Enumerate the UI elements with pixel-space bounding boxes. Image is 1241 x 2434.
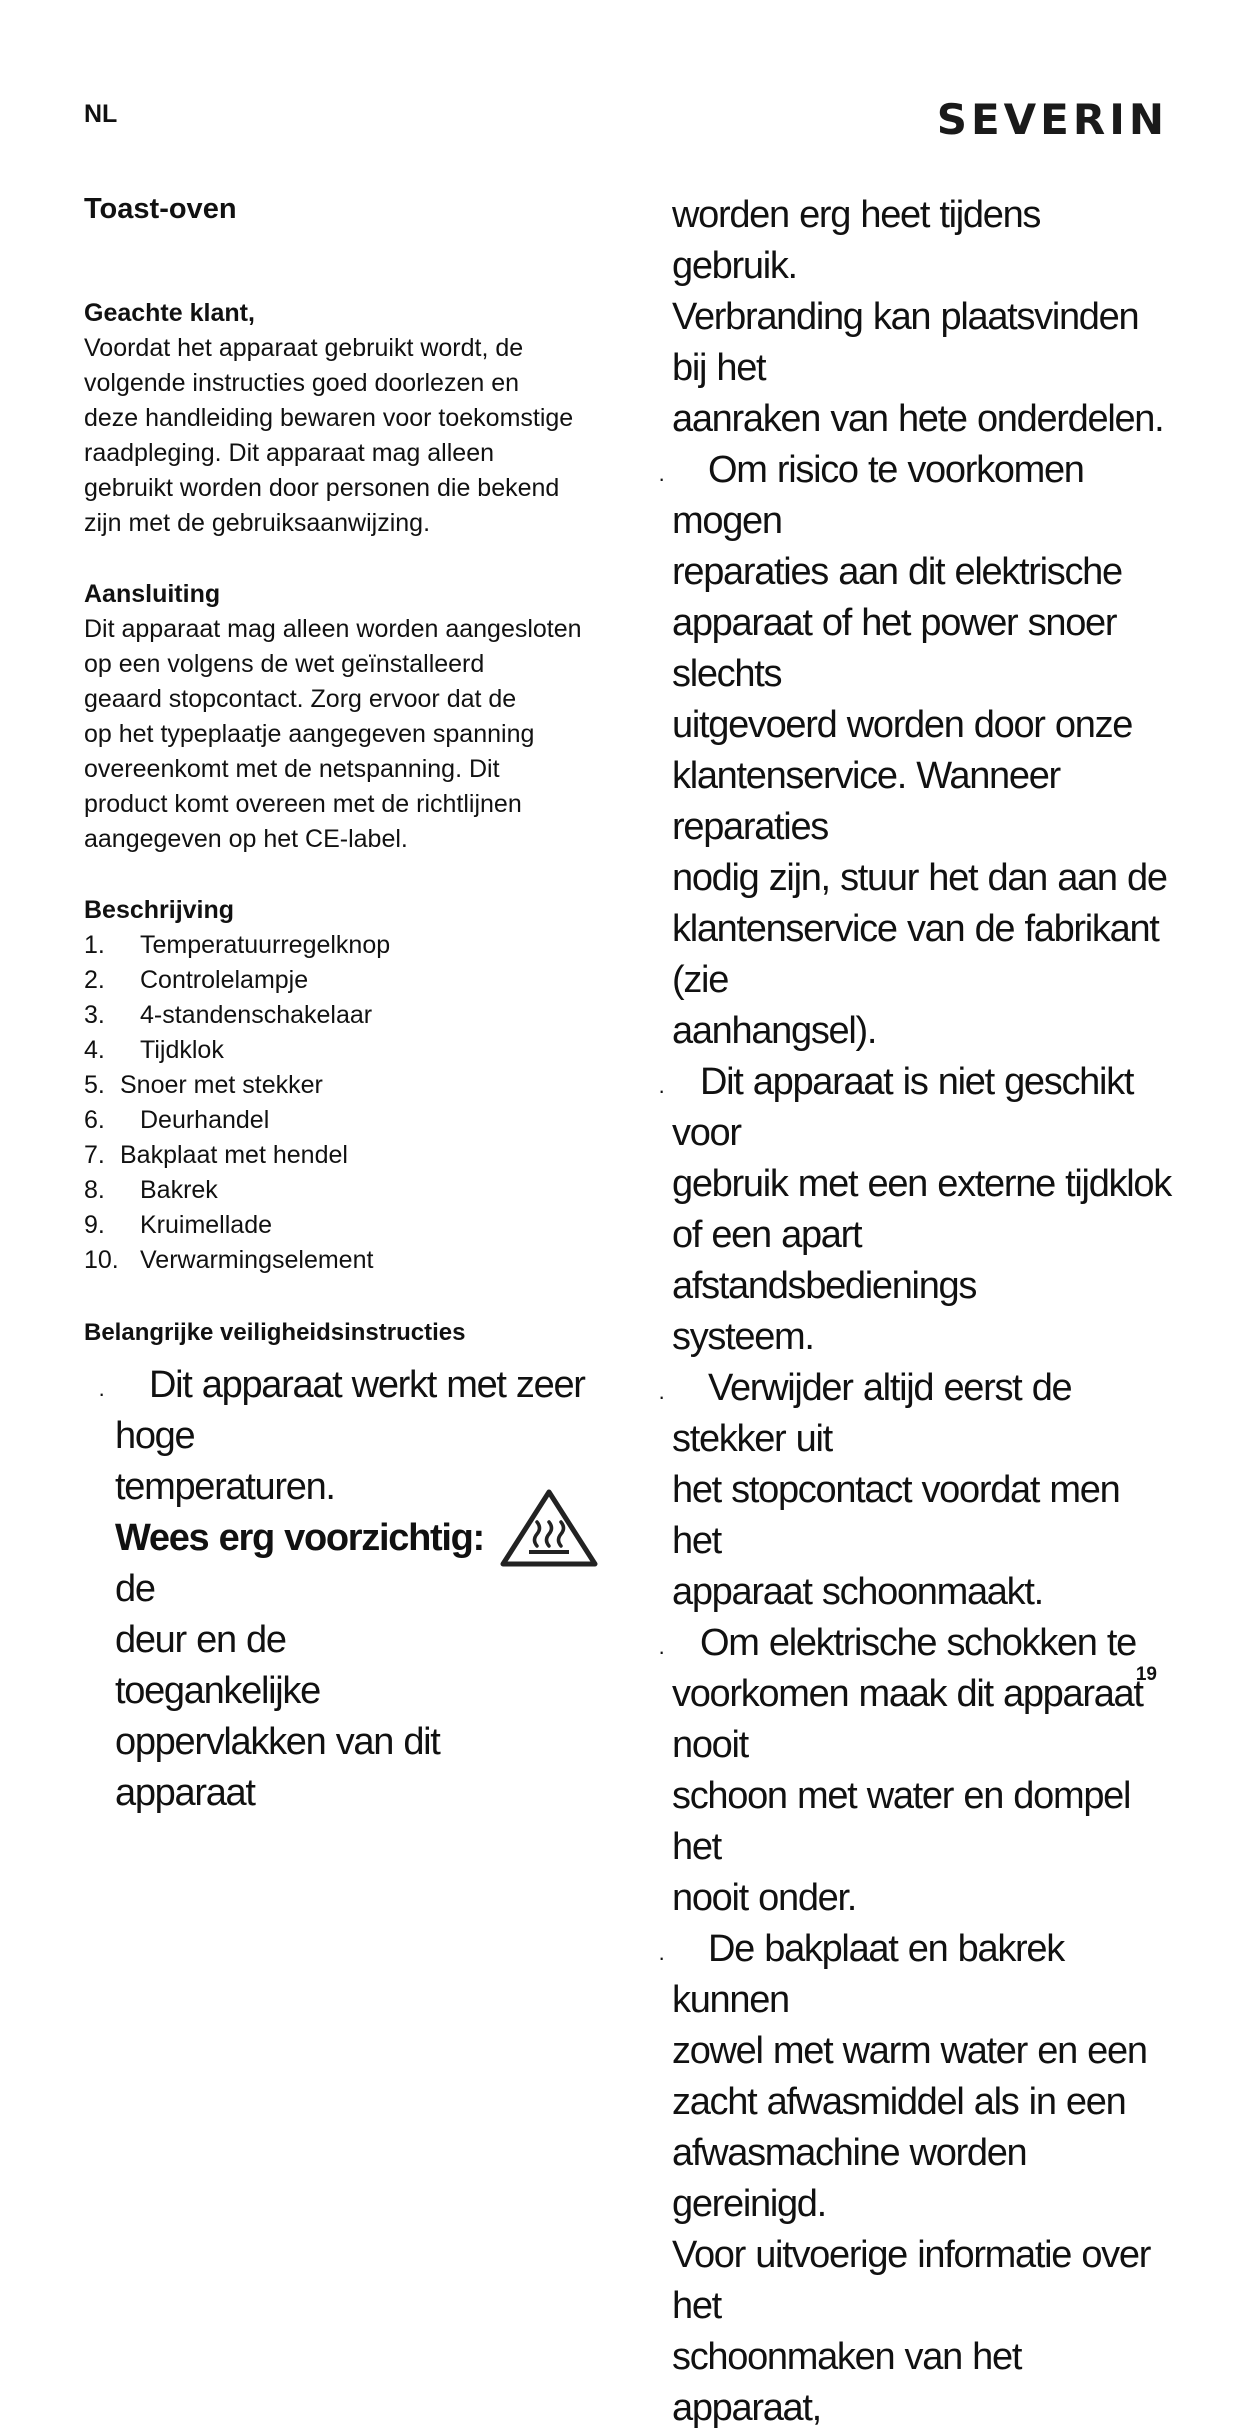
warning-label: Wees erg voorzichtig: (115, 1517, 484, 1559)
list-item: 7. Bakplaat met hendel (84, 1141, 348, 1169)
greeting-line: gebruikt worden door personen die bekend (84, 474, 560, 502)
left-column (84, 193, 614, 1819)
list-item: 6. Deurhandel (84, 1106, 270, 1134)
safety-line: Dit apparaat werkt met zeer hoge (115, 1364, 585, 1457)
greeting-section (84, 296, 614, 541)
safety-bullet (84, 1360, 615, 1819)
connection-heading: Aansluiting (84, 580, 221, 608)
list-item: 2. Controlelampje (84, 966, 309, 994)
page-number: 19 (1135, 1664, 1157, 1685)
description-heading: Beschrijving (84, 896, 235, 924)
connection-line: geaard stopcontact. Zorg ervoor dat de (84, 685, 517, 713)
connection-line: op het typeplaatje aangegeven spanning (84, 720, 535, 748)
safety-bullet: · Om risico te voorkomen mogen reparaties aan dit elektrische apparaat of het power snoer slechts uitgevoerd worden door onze klantenservice. Wanneer reparaties nodig zijn, stuur het dan aan de klantenservice van de fabrikant (zie aanhangsel). (658, 449, 1167, 1052)
warning-text-start: de (115, 1568, 155, 1610)
list-item: 5. Snoer met stekker (84, 1071, 323, 1099)
safety-bullet: · De bakplaat en bakrek kunnen zowel met warm water en een zacht afwasmiddel als in een afwasmachine worden gereinigd. Voor uitvoerige informatie over het schoonmaken van het apparaat, (658, 1928, 1151, 2429)
safety-bullet: · Verwijder altijd eerst de stekker uit het stopcontact voordat men het apparaat schoonmaakt. (658, 1367, 1120, 1613)
safety-bullet: · Dit apparaat is niet geschikt voor gebruik met een externe tijdklok of een apart afstandsbedienings systeem. (658, 1061, 1171, 1358)
list-item: 4. Tijdklok (84, 1036, 224, 1064)
safety-bullet: · Om elektrische schokken te voorkomen maak dit apparaat nooit schoon met water en dompel het nooit onder. (658, 1622, 1143, 1919)
safety-line: temperaturen. (115, 1466, 335, 1508)
safety-section (84, 1315, 614, 1819)
list-item: 9. Kruimellade (84, 1211, 273, 1239)
page-title: Toast-oven (84, 193, 237, 225)
list-item: 3. 4-standenschakelaar (84, 1001, 373, 1029)
parts-list (84, 928, 614, 1278)
bullet-icon: · (658, 1945, 665, 1970)
language-code: NL (84, 100, 118, 128)
bullet-icon: · (658, 1078, 665, 1103)
greeting-line: deze handleiding bewaren voor toekomstige (84, 404, 574, 432)
list-item: 8. Bakrek (84, 1176, 218, 1204)
greeting-text (84, 331, 614, 541)
bullet-icon: · (658, 1384, 665, 1409)
connection-text (84, 612, 614, 857)
bullet-icon: · (658, 466, 665, 491)
connection-section (84, 577, 614, 857)
connection-line: overeenkomt met de netspanning. Dit (84, 755, 500, 783)
right-column (658, 190, 1172, 2434)
greeting-line: volgende instructies goed doorlezen en (84, 369, 520, 397)
connection-line: product komt overeen met de richtlijnen (84, 790, 522, 818)
safety-line: oppervlakken van dit apparaat (115, 1721, 440, 1814)
bullet-icon: · (98, 1381, 105, 1406)
list-item: 1. Temperatuurregelknop (84, 931, 391, 959)
list-item: 10. Verwarmingselement (84, 1246, 374, 1274)
safety-line: worden erg heet tijdens gebruik. (672, 194, 1041, 287)
hot-surface-warning-icon (499, 1488, 599, 1568)
safety-line: aanraken van hete onderdelen. (672, 398, 1164, 440)
description-section (84, 893, 614, 1278)
connection-line: op een volgens de wet geïnstalleerd (84, 650, 485, 678)
safety-heading: Belangrijke veiligheidsinstructies (84, 1319, 466, 1346)
connection-line: Dit apparaat mag alleen worden aangesloten (84, 615, 582, 643)
connection-line: aangegeven op het CE-label. (84, 825, 408, 853)
greeting-line: Voordat het apparaat gebruikt wordt, de (84, 334, 524, 362)
greeting-heading: Geachte klant, (84, 299, 255, 327)
warning-text (115, 1513, 495, 1819)
safety-line: deur en de toegankelijke (115, 1619, 320, 1712)
greeting-line: raadpleging. Dit apparaat mag alleen (84, 439, 494, 467)
bullet-icon: · (658, 1639, 665, 1664)
greeting-line: zijn met de gebruiksaanwijzing. (84, 509, 431, 537)
safety-line: Verbranding kan plaatsvinden bij het (672, 296, 1139, 389)
brand-logo: SEVERIN (936, 95, 1168, 144)
